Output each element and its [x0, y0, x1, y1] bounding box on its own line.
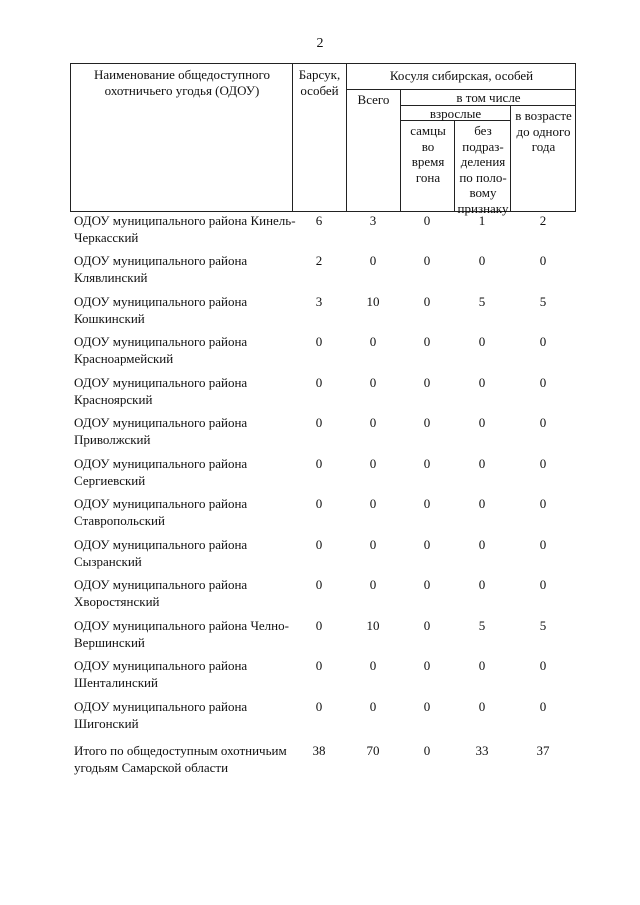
table-row [70, 455, 576, 495]
males-value: 0 [423, 253, 431, 268]
table-row [70, 293, 576, 333]
young-value: 0 [539, 537, 547, 552]
young-value: 0 [539, 658, 547, 673]
badger-value: 2 [315, 253, 323, 268]
district-name: ОДОУ муниципального района Кошкинский [74, 294, 248, 326]
district-name: ОДОУ муниципального района Хворостянский [74, 577, 248, 609]
total-value: 0 [369, 577, 377, 592]
total-value: 3 [369, 213, 377, 228]
young-value: 0 [539, 577, 547, 592]
district-name: ОДОУ муниципального района Шигонский [74, 699, 248, 731]
district-name: ОДОУ муниципального района Кинель-Черкасский [74, 213, 296, 245]
table-row [70, 698, 576, 738]
badger-value: 0 [315, 496, 323, 511]
nosex-value: 33 [475, 743, 489, 758]
males-value: 0 [423, 577, 431, 592]
total-value: 0 [369, 375, 377, 390]
header-no-sex: без подраз-деления по поло-вому признаку [457, 123, 509, 216]
table-row [70, 657, 576, 697]
badger-value: 0 [315, 334, 323, 349]
table-row [70, 252, 576, 292]
district-name: ОДОУ муниципального района Ставропольский [74, 496, 248, 528]
young-value: 0 [539, 334, 547, 349]
header-roe-deer: Косуля сибирская, особей [389, 68, 534, 83]
total-value: 0 [369, 415, 377, 430]
header-total: Всего [357, 92, 390, 107]
total-value: 0 [369, 658, 377, 673]
district-name: ОДОУ муниципального района Сызранский [74, 537, 248, 569]
district-name: ОДОУ муниципального района Красноармейский [74, 334, 248, 366]
table-row [70, 374, 576, 414]
total-value: 0 [369, 699, 377, 714]
district-name: ОДОУ муниципального района Клявлинский [74, 253, 248, 285]
young-value: 0 [539, 253, 547, 268]
badger-value: 0 [315, 375, 323, 390]
badger-value: 38 [312, 743, 326, 758]
table-header [70, 63, 576, 216]
header-divider [346, 64, 347, 211]
males-value: 0 [423, 699, 431, 714]
table-row [70, 333, 576, 373]
header-adults: взрослые [429, 106, 482, 121]
table-row [70, 576, 576, 616]
nosex-value: 0 [478, 253, 486, 268]
total-value: 10 [366, 618, 380, 633]
badger-value: 0 [315, 577, 323, 592]
table-row [70, 617, 576, 657]
nosex-value: 0 [478, 375, 486, 390]
table-row [70, 495, 576, 535]
young-value: 0 [539, 456, 547, 471]
males-value: 0 [423, 213, 431, 228]
young-value: 5 [539, 618, 547, 633]
young-value: 2 [539, 213, 547, 228]
badger-value: 0 [315, 658, 323, 673]
nosex-value: 0 [478, 577, 486, 592]
district-name: ОДОУ муниципального района Сергиевский [74, 456, 248, 488]
males-value: 0 [423, 618, 431, 633]
young-value: 0 [539, 375, 547, 390]
nosex-value: 0 [478, 496, 486, 511]
young-value: 0 [539, 496, 547, 511]
nosex-value: 1 [478, 213, 486, 228]
total-value: 70 [366, 743, 380, 758]
header-name: Наименование общедоступного охотничьего угодья (ОДОУ) [93, 67, 271, 98]
males-value: 0 [423, 658, 431, 673]
nosex-value: 0 [478, 537, 486, 552]
total-label: Итого по общедоступным охотничьим угодьям Самарской области [74, 743, 287, 775]
total-value: 0 [369, 496, 377, 511]
males-value: 0 [423, 496, 431, 511]
males-value: 0 [423, 415, 431, 430]
badger-value: 0 [315, 456, 323, 471]
young-value: 0 [539, 415, 547, 430]
nosex-value: 5 [478, 294, 486, 309]
header-males: самцы во время гона [410, 123, 446, 185]
badger-value: 3 [315, 294, 323, 309]
page-number: 2 [316, 36, 324, 51]
badger-value: 0 [315, 415, 323, 430]
nosex-value: 5 [478, 618, 486, 633]
district-name: ОДОУ муниципального района Красноярский [74, 375, 248, 407]
total-value: 0 [369, 456, 377, 471]
badger-value: 0 [315, 537, 323, 552]
males-value: 0 [423, 456, 431, 471]
males-value: 0 [423, 334, 431, 349]
males-value: 0 [423, 537, 431, 552]
young-value: 5 [539, 294, 547, 309]
badger-value: 0 [315, 699, 323, 714]
header-including: в том числе [456, 90, 521, 105]
district-name: ОДОУ муниципального района Челно-Вершинский [74, 618, 289, 650]
table-row [70, 212, 576, 252]
young-value: 0 [539, 699, 547, 714]
table-row [70, 414, 576, 454]
badger-value: 0 [315, 618, 323, 633]
nosex-value: 0 [478, 415, 486, 430]
table-row-total [70, 742, 576, 782]
males-value: 0 [423, 743, 431, 758]
nosex-value: 0 [478, 334, 486, 349]
badger-value: 6 [315, 213, 323, 228]
nosex-value: 0 [478, 658, 486, 673]
table-row [70, 536, 576, 576]
header-young: в возрасте до одного года [515, 108, 572, 154]
males-value: 0 [423, 294, 431, 309]
district-name: ОДОУ муниципального района Шенталинский [74, 658, 248, 690]
header-badger: Барсук, особей [298, 67, 341, 98]
header-divider [454, 120, 455, 211]
males-value: 0 [423, 375, 431, 390]
nosex-value: 0 [478, 699, 486, 714]
total-value: 10 [366, 294, 380, 309]
nosex-value: 0 [478, 456, 486, 471]
young-value: 37 [536, 743, 550, 758]
total-value: 0 [369, 334, 377, 349]
district-name: ОДОУ муниципального района Приволжский [74, 415, 248, 447]
total-value: 0 [369, 253, 377, 268]
total-value: 0 [369, 537, 377, 552]
